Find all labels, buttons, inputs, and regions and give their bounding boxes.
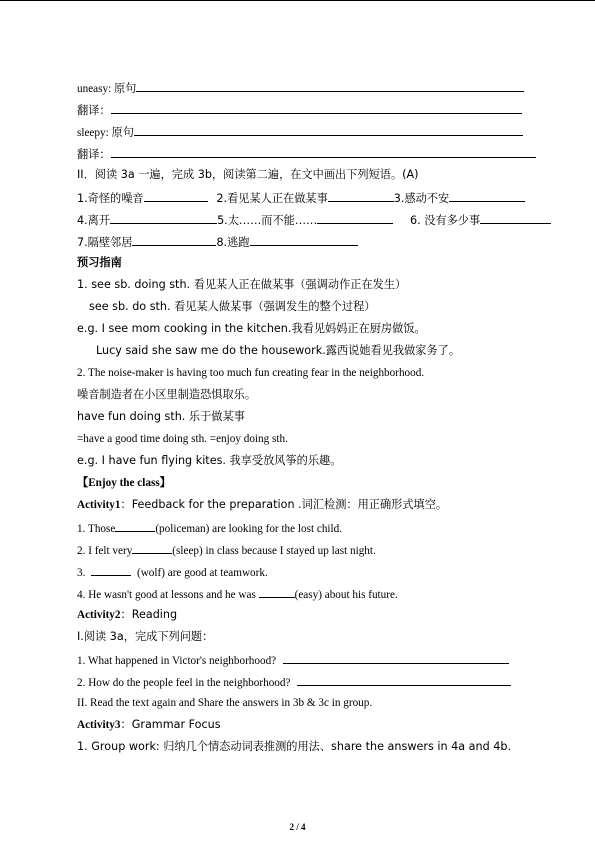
activity1-question-2 [77,542,376,556]
translate-line-1 [77,102,522,116]
q2-text-end: (sleep) in class because I stayed up last night. [172,545,376,557]
activity3-question-1: 1. Group work: 归纳几个情态动词表推测的用法、share the answers in 4a and 4b. [77,740,511,753]
guide-line-1: 1. see sb. doing sth. 看见某人正在做某事（强调动作正在发生） [77,278,407,291]
sleepy-line [77,124,523,138]
guide-line-6: 噪音制造者在小区里制造恐惧取乐。 [77,388,257,401]
activity2-question-2 [77,674,511,688]
translate-label: 翻译： [77,148,111,161]
answer-blank[interactable] [259,586,295,598]
activity3-text: ：Grammar Focus [120,718,221,731]
phrase-5: 5.太……而不能…… [217,214,318,227]
activity2-label: Activity2 [77,609,121,621]
q1-text: 1. Those [77,523,116,535]
activity3-heading [77,718,221,732]
phrases-row-2 [77,212,551,226]
answer-blank[interactable] [111,146,536,158]
answer-blank[interactable] [136,80,524,92]
top-rule [0,0,595,1]
original-sentence-label: 原句 [113,82,137,95]
reading-q1: 1. What happened in Victor's neighborhood? [77,655,277,667]
activity2-text: ：Reading [120,608,178,621]
answer-blank[interactable] [115,520,155,532]
answer-blank[interactable] [283,652,509,664]
q4-text: 4. He wasn't good at lessons and he was [77,589,256,601]
activity1-question-3 [77,564,268,578]
activity1-text: ：Feedback for the preparation .词汇检测：用正确形式填空。 [120,498,448,511]
answer-blank[interactable] [449,190,525,202]
word-sleepy: sleepy: [77,127,109,139]
activity2-ii: II. Read the text again and Share the answers in 3b & 3c in group. [77,697,373,709]
activity1-question-4 [77,586,398,600]
answer-blank[interactable] [144,190,208,202]
guide-line-2: see sb. do sth. 看见某人做某事（强调发生的整个过程） [89,300,376,313]
answer-blank[interactable] [317,212,393,224]
q3-text: 3. [77,567,86,579]
guide-heading: 预习指南 [77,256,122,269]
phrases-row-1 [77,190,525,204]
word-uneasy: uneasy: [77,83,112,95]
answer-blank[interactable] [297,674,511,686]
phrase-3: 3.感动不安 [393,192,450,205]
answer-blank[interactable] [110,212,217,224]
guide-line-3: e.g. I see mom cooking in the kitchen.我看见妈妈正在厨房做饭。 [77,322,426,335]
q2-text: 2. I felt very [77,545,133,557]
activity1-question-1 [77,520,342,534]
phrase-8: 8.逃跑 [216,236,250,249]
answer-blank[interactable] [91,564,131,576]
phrase-4: 4.离开 [77,214,111,227]
activity2-sub: I.阅读 3a，完成下列问题： [77,630,214,643]
activity1-heading [77,498,447,512]
answer-blank[interactable] [111,102,522,114]
translate-line-2 [77,146,536,160]
phrase-2: 2.看见某人正在做某事 [216,192,328,205]
guide-line-9: e.g. I have fun flying kites. 我享受放风筝的乐趣。 [77,454,342,467]
q4-text-end: (easy) about his future. [294,589,398,601]
q1-text-end: (policeman) are looking for the lost child. [155,523,343,535]
enjoy-heading: 【Enjoy the class】 [77,477,171,489]
guide-line-5: 2. The noise-maker is having too much fun creating fear in the neighborhood. [77,367,425,379]
activity2-question-1 [77,652,509,666]
section-ii-instruction: II．阅读 3a 一遍，完成 3b，阅读第二遍，在文中画出下列短语。(A) [77,168,419,181]
guide-line-4: Lucy said she saw me do the housework.露西说她看见我做家务了。 [96,344,461,357]
translate-label: 翻译： [77,104,111,117]
answer-blank[interactable] [480,212,551,224]
guide-line-8: =have a good time doing sth. =enjoy doing sth. [77,433,288,445]
answer-blank[interactable] [132,234,216,246]
answer-blank[interactable] [134,124,523,136]
phrase-7: 7.隔壁邻居 [77,236,133,249]
answer-blank[interactable] [250,234,358,246]
reading-q2: 2. How do the people feel in the neighborhood? [77,677,291,689]
phrase-1: 1.奇怪的噪音 [77,192,144,205]
q3-text-end: (wolf) are good at teamwork. [136,567,268,579]
original-sentence-label: 原句 [111,126,134,139]
page-number: 2 / 4 [289,822,306,832]
uneasy-line [77,80,524,94]
activity3-label: Activity3 [77,719,121,731]
guide-line-7: have fun doing sth. 乐于做某事 [77,410,245,423]
activity1-label: Activity1 [77,499,121,511]
answer-blank[interactable] [132,542,172,554]
phrase-6: 6. 没有多少事 [410,214,481,227]
activity2-heading [77,608,177,622]
phrases-row-3 [77,234,358,248]
answer-blank[interactable] [328,190,394,202]
